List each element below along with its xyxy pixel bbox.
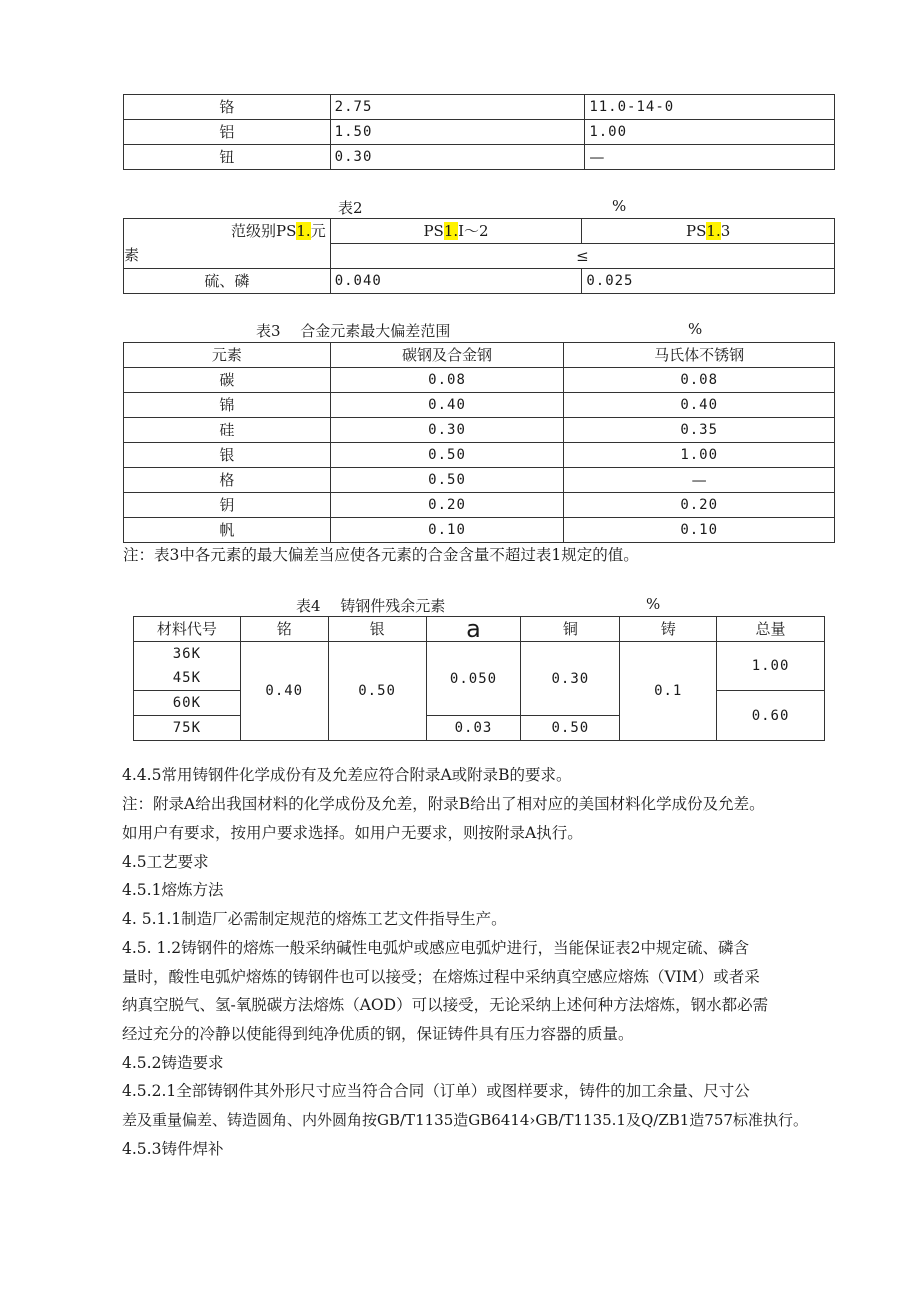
col-header: 铜 (521, 617, 620, 642)
table2-corner-header (124, 219, 331, 269)
value-cell: 0.30 (330, 145, 585, 170)
col-header: 铭 (240, 617, 328, 642)
col-header: 总量 (717, 617, 825, 642)
col-header (582, 219, 835, 244)
paragraph: 量时，酸性电弧炉熔炼的铸钢件也可以接受；在熔炼过程中采纳真空感应熔炼（VIM）或者采 (122, 968, 760, 986)
value-cell: 11.0-14-0 (585, 95, 835, 120)
table1 (123, 94, 835, 170)
table-row (124, 443, 835, 468)
value-cell: 0.20 (564, 493, 835, 518)
section-heading: 4.5.1熔炼方法 (122, 881, 224, 899)
value-cell: 0.10 (330, 518, 564, 543)
header-text: I～2 (458, 222, 489, 240)
paragraph: 纳真空脱气、氢-氧脱碳方法熔炼（AOD）可以接受，无论采纳上述何种方法熔炼，钢水都必需 (122, 996, 769, 1014)
value-cell: 0.40 (564, 393, 835, 418)
table-row (124, 120, 835, 145)
table-row (124, 493, 835, 518)
paragraph: 4.5.2.1全部铸钢件其外形尺寸应当符合合同（订单）或图样要求，铸件的加工余量、尺寸公 (122, 1082, 750, 1100)
table-row (124, 468, 835, 493)
paragraph: 差及重量偏差、铸造圆角、内外圆角按GB/T1135造GB6414›GB/T1135.1及Q/ZB1造757标准执行。 (122, 1111, 808, 1129)
col-header: 马氏体不锈钢 (564, 343, 835, 368)
value-cell: 0.40 (330, 393, 564, 418)
table-row (124, 145, 835, 170)
value-cell: 0.35 (564, 418, 835, 443)
header-text: PS (423, 222, 444, 240)
table-header-row (124, 343, 835, 368)
table-row (124, 368, 835, 393)
table-row (124, 219, 835, 244)
paragraph: 4. 5.1.1制造厂必需制定规范的熔炼工艺文件指导生产。 (122, 910, 507, 928)
table3-unit: % (688, 320, 703, 338)
code-cell: 36K (134, 642, 241, 667)
value-cell: — (564, 468, 835, 493)
table4-caption: 表4 铸钢件残余元素 (296, 597, 446, 615)
element-cell: 帆 (124, 518, 331, 543)
value-cell: 0.50 (521, 716, 620, 741)
value-cell: 1.50 (330, 120, 585, 145)
section-heading: 4.5.3铸件焊补 (122, 1140, 224, 1158)
value-cell: 2.75 (330, 95, 585, 120)
col-header: 银 (328, 617, 426, 642)
value-cell: 0.30 (521, 642, 620, 716)
value-cell: 0.10 (564, 518, 835, 543)
highlight-text: 1. (296, 222, 311, 240)
element-cell: 钮 (124, 145, 331, 170)
col-header: 碳钢及合金钢 (330, 343, 564, 368)
sub-header: ≤ (330, 244, 834, 269)
code-cell: 45K (134, 666, 241, 691)
value-cell: 0.50 (328, 642, 426, 741)
value-cell: 0.50 (330, 443, 564, 468)
element-cell: 锦 (124, 393, 331, 418)
code-cell: 60K (134, 691, 241, 716)
element-cell: 银 (124, 443, 331, 468)
paragraph: 经过充分的冷静以使能得到纯净优质的钢，保证铸件具有压力容器的质量。 (122, 1025, 634, 1043)
table-row (124, 418, 835, 443)
element-cell: 硅 (124, 418, 331, 443)
table2-caption: 表2 (338, 199, 363, 217)
table2 (123, 218, 835, 294)
value-cell: 0.03 (426, 716, 521, 741)
value-cell: 1.00 (564, 443, 835, 468)
table-row (124, 95, 835, 120)
value-cell: 0.30 (330, 418, 564, 443)
col-header: 铸 (620, 617, 717, 642)
value-cell: 0.20 (330, 493, 564, 518)
col-header: a (426, 617, 521, 642)
col-header: 材料代号 (134, 617, 241, 642)
value-cell: 0.50 (330, 468, 564, 493)
table-row (134, 642, 825, 667)
table-row (124, 393, 835, 418)
value-cell: 0.040 (330, 269, 582, 294)
table-row (124, 269, 835, 294)
table2-unit: % (612, 197, 627, 215)
header-text: PS (686, 222, 707, 240)
table3 (123, 342, 835, 543)
value-cell: 0.08 (564, 368, 835, 393)
paragraph: 如用户有要求，按用户要求选择。如用户无要求，则按附录A执行。 (122, 824, 583, 842)
col-header: 元素 (124, 343, 331, 368)
row-label: 硫、磷 (124, 269, 331, 294)
header-text: 元 (310, 222, 326, 240)
paragraph: 4.4.5常用铸钢件化学成份有及允差应符合附录A或附录B的要求。 (122, 766, 572, 784)
code-cell: 75K (134, 716, 241, 741)
paragraph: 注：附录A给出我国材料的化学成份及允差，附录B给出了相对应的美国材料化学成份及允差。 (122, 795, 765, 813)
value-cell: 0.08 (330, 368, 564, 393)
header-text: 范级别PS (231, 222, 297, 240)
element-cell: 格 (124, 468, 331, 493)
header-text: 素 (124, 246, 140, 264)
table-header-row (134, 617, 825, 642)
table-row (124, 518, 835, 543)
header-text: 3 (720, 222, 731, 240)
element-cell: 铬 (124, 95, 331, 120)
value-cell: 1.00 (585, 120, 835, 145)
value-cell: 0.1 (620, 642, 717, 741)
value-cell: 0.025 (582, 269, 835, 294)
element-cell: 钥 (124, 493, 331, 518)
highlight-text: 1. (706, 222, 721, 240)
paragraph: 4.5. 1.2铸钢件的熔炼一般采纳碱性电弧炉或感应电弧炉进行，当能保证表2中规定硫、磷含 (122, 939, 750, 957)
value-cell: 0.050 (426, 642, 521, 716)
section-heading: 4.5工艺要求 (122, 853, 209, 871)
table4 (133, 616, 825, 741)
value-cell: 1.00 (717, 642, 825, 691)
table4-unit: % (646, 595, 661, 613)
highlight-text: 1. (443, 222, 459, 240)
table3-note: 注：表3中各元素的最大偏差当应使各元素的合金含量不超过表1规定的值。 (123, 546, 639, 564)
value-cell: — (585, 145, 835, 170)
value-cell: 0.40 (240, 642, 328, 741)
element-cell: 铝 (124, 120, 331, 145)
value-cell: 0.60 (717, 691, 825, 741)
section-heading: 4.5.2铸造要求 (122, 1054, 224, 1072)
element-cell: 碳 (124, 368, 331, 393)
col-header (330, 219, 582, 244)
table3-caption: 表3 合金元素最大偏差范围 (256, 322, 451, 340)
